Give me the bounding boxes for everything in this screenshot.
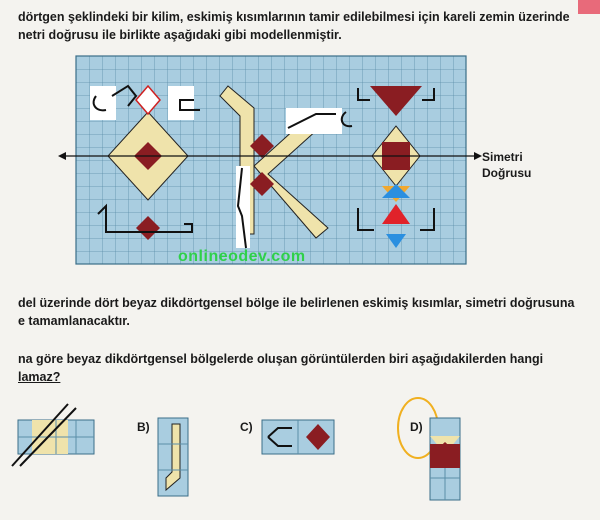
option-b-label: B) (137, 420, 150, 434)
option-d[interactable] (396, 398, 486, 508)
kilim-grid (76, 56, 466, 264)
intro-line-1: dörtgen şeklindeki bir kilim, eskimiş kısımlarının tamir edilebilmesi için kareli zemin üzerinde (18, 10, 570, 24)
symmetry-label-1: Simetri (482, 150, 523, 164)
corner-tab (578, 0, 600, 14)
watermark: onlineodev.com (178, 248, 306, 265)
question-line-2: lamaz? (18, 370, 61, 384)
question-line-1: na göre beyaz dikdörtgensel bölgelerde oluşan görüntülerden biri aşağıdakilerden hangi (18, 352, 544, 366)
white-patch-4 (286, 108, 342, 134)
symmetry-label-2: Doğrusu (482, 166, 532, 180)
para-line-1: del üzerinde dört beyaz dikdörtgensel bölge ile belirlenen eskimiş kısımlar, simetri doğrusuna (18, 296, 575, 310)
option-d-label: D) (410, 420, 423, 434)
option-b[interactable] (158, 418, 192, 498)
option-a[interactable] (18, 410, 98, 470)
intro-line-2: netri doğrusu ile birlikte aşağıdaki gibi modellenmiştir. (18, 28, 342, 42)
option-c[interactable] (262, 420, 336, 456)
para-line-2: e tamamlanacaktır. (18, 314, 130, 328)
option-c-label: C) (240, 420, 253, 434)
